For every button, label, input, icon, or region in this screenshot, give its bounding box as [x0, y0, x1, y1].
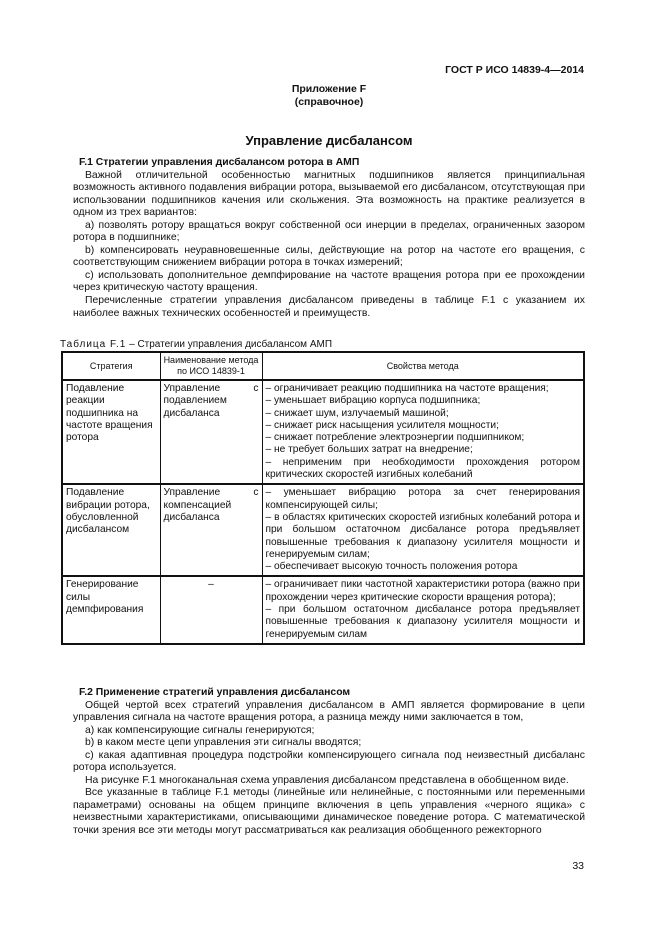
document-title: Управление дисбалансом: [245, 133, 413, 148]
list-item-c: c) какая адаптивная процедура подстройки компенсирующего сигнала под неизвестный дисбаланс ротора используется.: [73, 749, 585, 774]
table-caption: [60, 339, 332, 350]
table-row: [62, 380, 584, 484]
property-item: – ограничивает реакцию подшипника на частоте вращения;: [265, 383, 549, 394]
properties-cell: [262, 576, 584, 643]
table-header-row: [62, 352, 584, 380]
strategy-cell: Подавление реакции подшипника на частоте вращения ротора: [62, 380, 160, 484]
annex-title: Приложение F: [291, 83, 367, 95]
properties-cell: [262, 484, 584, 576]
property-item: – уменьшает вибрацию ротора за счет генерирования компенсирующей силы;: [265, 487, 580, 511]
property-item: – снижает шум, излучаемый машиной;: [265, 407, 449, 419]
property-item: – при большом остаточном дисбалансе ротора предъявляет повышенные требования к диапазону усилителя мощности и генерируемым силам: [265, 604, 580, 640]
list-item-c: c) использовать дополнительное демпфирование на частоте вращения ротора при ее прохождении через критическую частоту вращения.: [73, 269, 585, 294]
paragraph: Важной отличительной особенностью магнитных подшипников является принципиальная возможность активного подавления вибрации ротора, вызываемой его дисбалансом, отсутствующая при использовании подшипников качения или скольжения. Эта возможность на практике реализуется в одном из трех вариантов:: [73, 169, 585, 219]
column-header: Наименование метода по ИСО 14839-1: [160, 352, 262, 380]
section-f1-heading: F.1 Стратегии управления дисбалансом ротора в АМП: [79, 157, 360, 168]
property-item: – неприменим при необходимости прохождения ротором критических скоростей изгибных колебаний: [265, 456, 580, 481]
paragraph: Общей чертой всех стратегий управления дисбалансом в АМП является формирование в цепи управления сигнала на частоте вращения ротора, а разница между ними заключается в том,: [73, 699, 585, 724]
property-item: – уменьшает вибрацию корпуса подшипника;: [265, 395, 481, 407]
method-cell: Управление с подавлением дисбаланса: [160, 380, 262, 484]
property-item: – ограничивает пики частотной характеристики ротора (важно при прохождении через критические скорости вращения ротора);: [265, 579, 580, 603]
annex-subtitle: (справочное): [294, 95, 364, 108]
method-cell: Управление с компенсацией дисбаланса: [160, 484, 262, 576]
standard-designation: ГОСТ Р ИСО 14839-4—2014: [445, 64, 584, 76]
table-caption-text: – Стратегии управления дисбалансом АМП: [126, 339, 333, 350]
strategies-table: [61, 351, 585, 645]
paragraph: Перечисленные стратегии управления дисбалансом приведены в таблице F.1 с указанием их наиболее важных технических особенностей и преимуществ.: [73, 295, 585, 319]
property-item: – снижает потребление электроэнергии подшипником;: [265, 432, 525, 444]
list-item-b: b) компенсировать неуравновешенные силы, действующие на ротор на частоте его вращения, с соответствующим снижением вибрации ротора в точках измерений;: [73, 244, 585, 269]
strategy-cell: Подавление вибрации ротора, обусловленной дисбалансом: [62, 484, 160, 576]
section-f1: [73, 157, 585, 320]
property-item: – не требует больших затрат на внедрение;: [265, 444, 473, 456]
column-header: Стратегия: [62, 352, 160, 380]
table-row: [62, 484, 584, 576]
table-row: [62, 576, 584, 643]
paragraph: Все указанные в таблице F.1 методы (линейные или нелинейные, с постоянными или переменными параметрами) основаны на общем принципе включения в цепь управления «черного ящика» с неизвестными характеристиками, описывающими динамическое поведение ротора. С математической точки зрения все эти методы могут рассматриваться как реализация обобщенного режекторного: [73, 787, 585, 837]
property-item: – снижает риск насыщения усилителя мощности;: [265, 419, 499, 431]
list-item-a: a) позволять ротору вращаться вокруг собственной оси инерции в пределах, ограниченных зазором ротора в подшипнике;: [73, 219, 585, 244]
paragraph: На рисунке F.1 многоканальная схема управления дисбалансом представлена в обобщенном виде.: [85, 774, 569, 786]
strategy-cell: Генерирование силы демпфирования: [62, 576, 160, 643]
page-number: 33: [572, 860, 584, 872]
list-item-a: a) как компенсирующие сигналы генерируются;: [85, 724, 315, 736]
property-item: – в областях критических скоростей изгибных колебаний ротора и при большом остаточном дисбалансе ротора предъявляет повышенные требования к диапазону усилителя мощности и генерируемым силам;: [265, 511, 580, 560]
property-item: – обеспечивает высокую точность положения ротора: [265, 561, 518, 573]
section-f2: [73, 687, 585, 838]
properties-cell: [262, 380, 584, 484]
column-header: Свойства метода: [262, 352, 584, 380]
list-item-b: b) в каком месте цепи управления эти сигналы вводятся;: [85, 737, 362, 749]
section-f2-heading: F.2 Применение стратегий управления дисбалансом: [79, 687, 351, 698]
annex-heading: [73, 83, 585, 108]
table-caption-label: Таблица F.1: [60, 339, 127, 350]
method-cell: –: [160, 576, 262, 643]
